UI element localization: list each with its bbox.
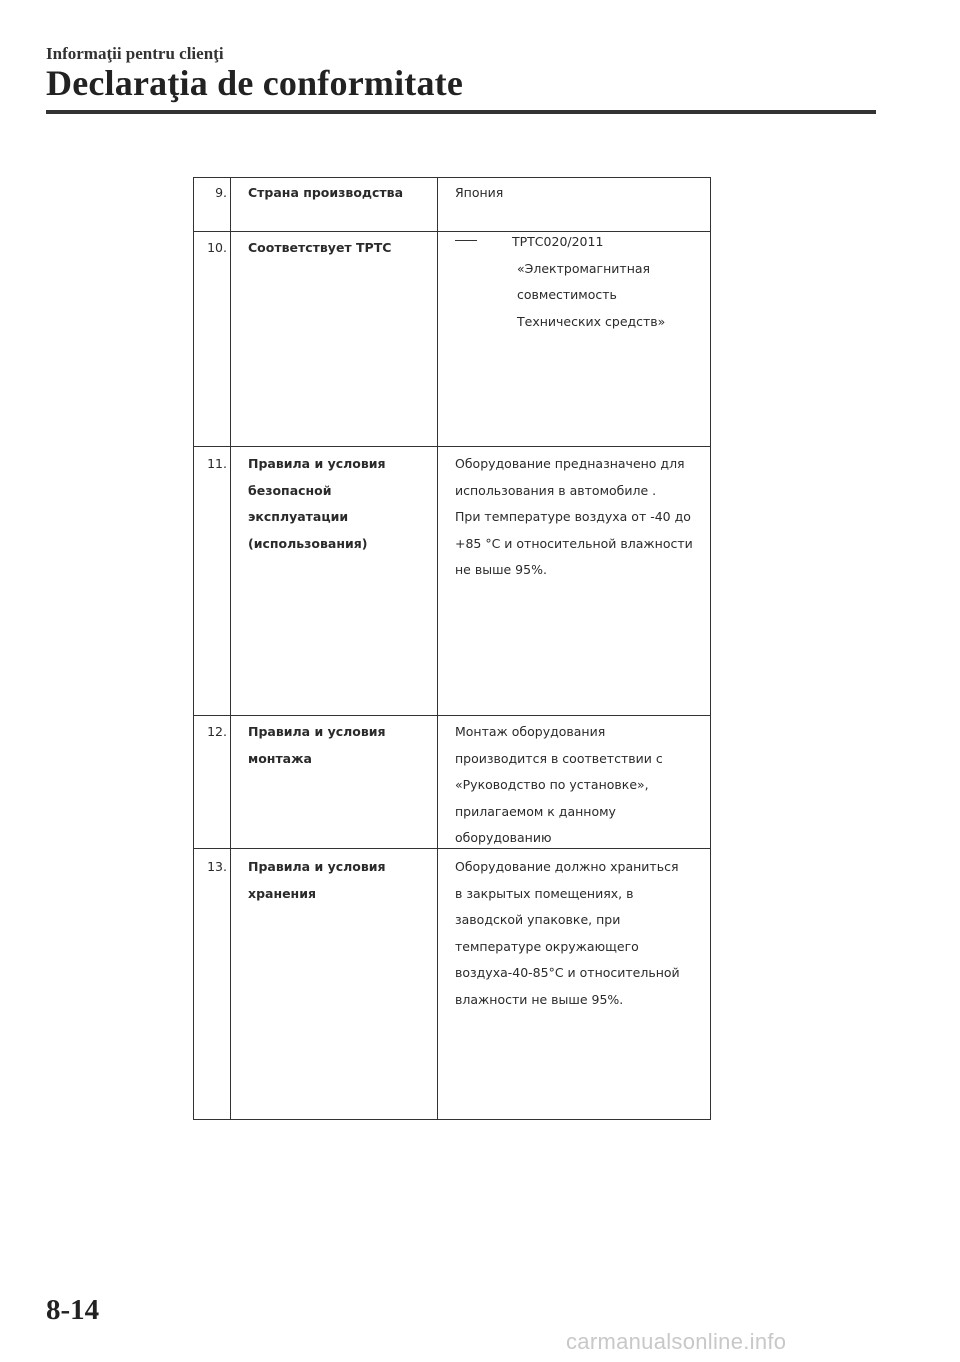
row-number: 13. (207, 859, 227, 874)
table-border-left (193, 177, 194, 1120)
table-border-top (193, 177, 711, 178)
column-divider-label (437, 177, 438, 1120)
page-number: 8-14 (46, 1294, 100, 1326)
row-value: Монтаж оборудования производится в соответствии с «Руководство по установке», прилагаемом к данному оборудованию (455, 724, 663, 845)
conformity-table (193, 177, 711, 1120)
row-value: Оборудование предназначено для использования в автомобиле . При температуре воздуха от -40 до +85 °С и относительной влажности не выше 95%. (455, 456, 693, 577)
row-divider (193, 446, 711, 447)
row-value: Япония (455, 185, 504, 200)
row-number: 11. (207, 456, 227, 471)
watermark: carmanualsonline.info (566, 1329, 787, 1354)
row-value: ТРТС020/2011 «Электромагнитная совместимость Технических средств» (512, 234, 666, 329)
column-divider-number (230, 177, 231, 1120)
row-value: Оборудование должно храниться в закрытых помещениях, в заводской упаковке, при температуре окружающего воздуха-40-85°С и относительной влажности не выше 95%. (455, 859, 680, 1007)
section-label: Informaţii pentru clienţi (46, 44, 224, 63)
table-border-right (710, 177, 711, 1120)
row-label: Правила и условия хранения (248, 859, 386, 901)
row-number: 10. (207, 240, 227, 255)
row-label: Правила и условия монтажа (248, 724, 386, 766)
row-number: 9. (215, 185, 227, 200)
row-label: Правила и условия безопасной эксплуатации (использования) (248, 456, 386, 551)
title-rule (46, 110, 876, 114)
row-label: Страна производства (248, 185, 404, 200)
page-title: Declaraţia de conformitate (46, 63, 464, 103)
row-label: Соответствует ТРТС (248, 240, 392, 255)
row-number: 12. (207, 724, 227, 739)
row-divider (193, 715, 711, 716)
table-border-bottom (193, 1119, 711, 1120)
